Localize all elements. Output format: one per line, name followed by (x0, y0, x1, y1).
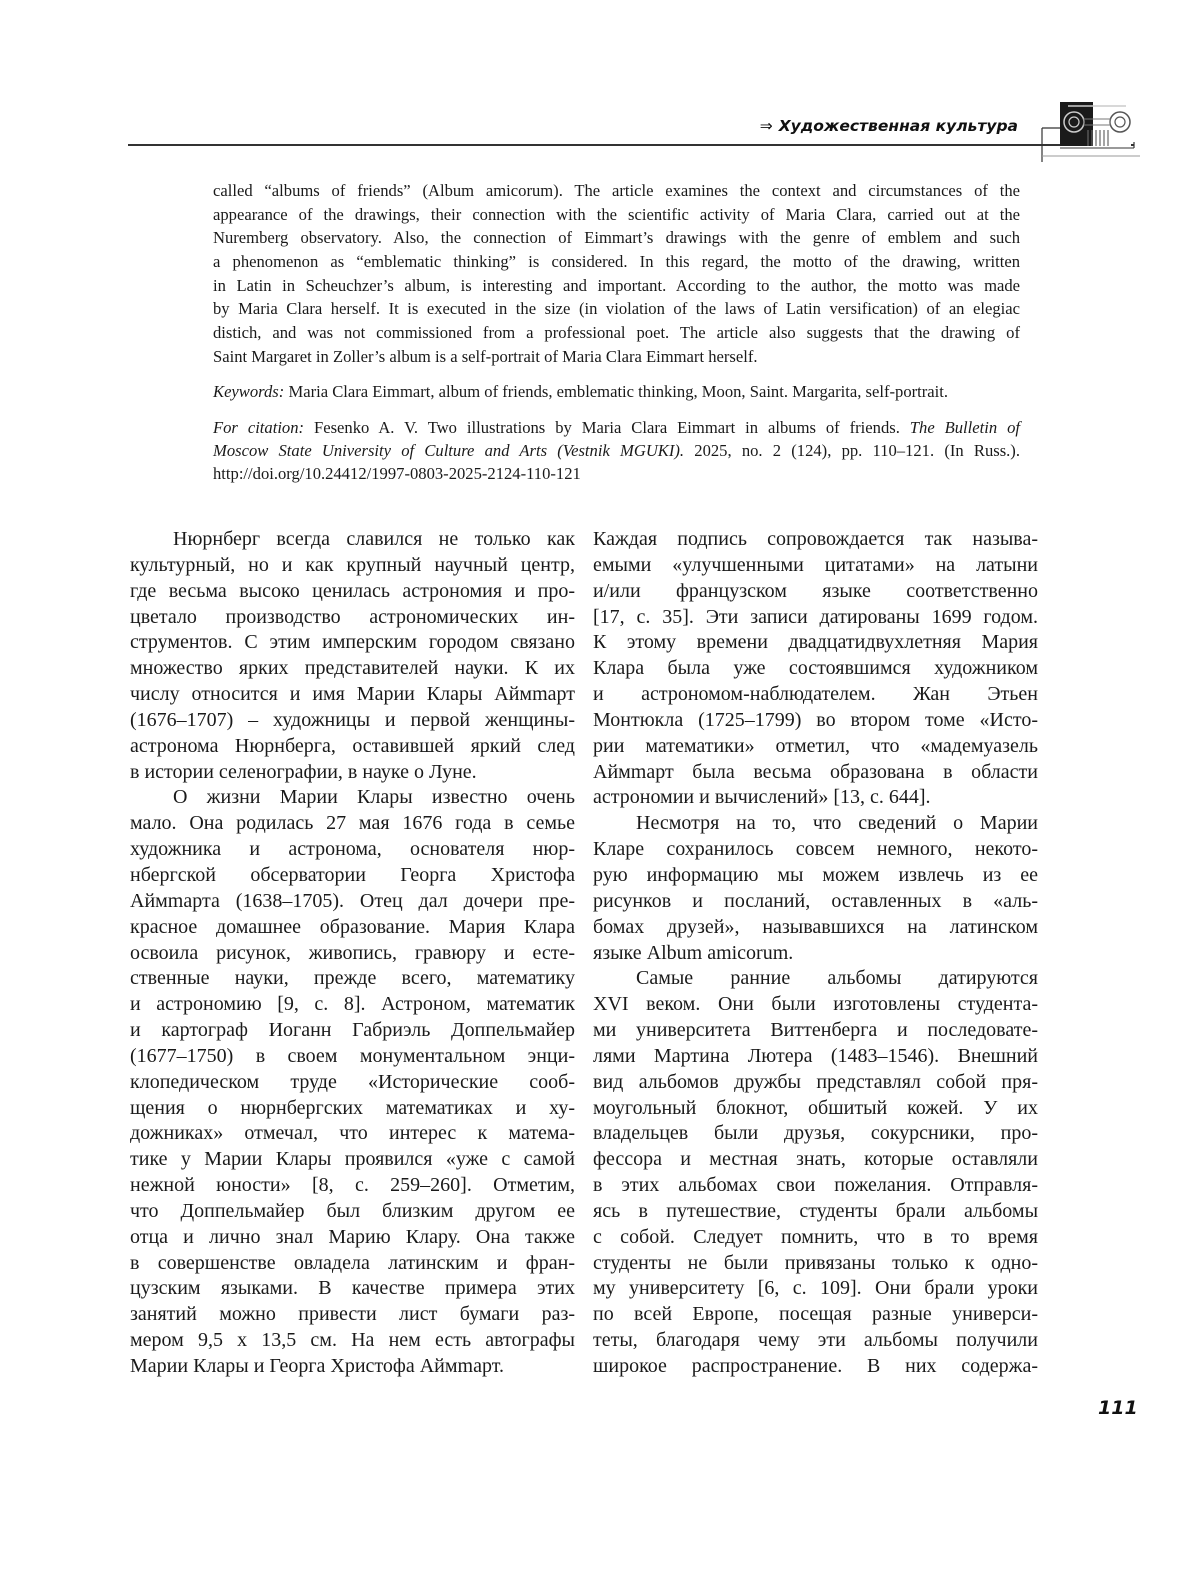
text-line: Аймmарт была весьма образована в области (593, 760, 1038, 783)
text-line: мером 9,5 х 13,5 см. На нем есть автографы (130, 1329, 575, 1352)
abstract-line: Saint Margaret in Zoller’s album is a self-portrait of Maria Clara Eimmart herself. (213, 346, 758, 366)
text-line: в совершенстве овладела латинским и фран- (130, 1251, 575, 1274)
text-line: в истории селенографии, в науке о Луне. (130, 760, 477, 783)
text-line: XVI веком. Они были изготовлены студента- (593, 993, 1038, 1016)
text-line: Нюрнберг всегда славился не только как (173, 528, 575, 550)
text-line: с собой. Следует помнить, что в то время (593, 1225, 1038, 1248)
text-line: О жизни Марии Клары известно очень (173, 786, 575, 809)
text-line: бомах друзей», называвшихся на латинском (593, 915, 1038, 938)
text-line: Марии Клары и Георга Христофа Аймmарт. (130, 1355, 504, 1377)
text-line: Кларе сохранилось совсем немного, некото- (593, 838, 1038, 861)
text-line: К этому времени двадцатидвухлетняя Мария (593, 631, 1038, 654)
text-line: вид альбомов дружбы представлял собой пря- (593, 1070, 1038, 1093)
keywords-label: Keywords: (213, 382, 285, 401)
text-line: Несмотря на то, что сведений о Марии (636, 812, 1038, 835)
text-line: красное домашнее образование. Мария Клара (130, 915, 575, 938)
text-line: Клара была уже состоявшимся художником (593, 657, 1038, 680)
header-rule (128, 144, 1134, 146)
ionic-column-capital-icon (1040, 92, 1140, 162)
text-line: дожниках» отмечал, что интерес к матема- (130, 1122, 575, 1145)
citation-label: For citation: (213, 418, 305, 437)
text-line: владельцев были друзья, сокурсники, про- (593, 1122, 1038, 1145)
text-line: цветало производство астрономических ин- (130, 605, 575, 628)
text-line: и астрономом-наблюдателем. Жан Этьен (593, 683, 1038, 706)
text-line: му университету [6, с. 109]. Они брали уроки (593, 1277, 1038, 1300)
text-line: астронома Нюрнберга, оставившей яркий след (130, 734, 575, 757)
text-line: емыми «улучшенными цитатами» на латыни (593, 553, 1038, 576)
abstract-english (213, 179, 1020, 369)
text-line: астрономии и вычислений» [13, с. 644]. (593, 786, 931, 809)
text-line: моугольный блокнот, обшитый кожей. У их (593, 1096, 1038, 1119)
text-line: языке Album amicorum. (593, 941, 794, 964)
text-line: теты, благодаря чему эти альбомы получили (593, 1329, 1038, 1352)
text-line: где весьма высоко ценилась астрономия и про- (130, 579, 575, 602)
citation-journal: Moscow State University of Culture and Arts (Vestnik MGUKI). (213, 441, 685, 460)
text-line: в этих альбомах свои пожелания. Отправля- (593, 1174, 1038, 1197)
text-line: рую информацию мы можем извлечь из ее (593, 863, 1038, 886)
text-line: широкое распространение. В них содержа- (593, 1355, 1038, 1377)
text-line: Монтюкла (1725–1799) во втором томе «Исто- (593, 708, 1038, 731)
keywords-text: Maria Clara Eimmart, album of friends, emblematic thinking, Moon, Saint. Margarita, self-portrait. (284, 382, 949, 401)
text-line: (1676–1707) – художницы и первой женщины- (130, 708, 575, 731)
text-line: цузским языками. В качестве примера этих (130, 1277, 575, 1300)
text-line: струментов. С этим имперским городом связано (130, 631, 575, 654)
text-line: что Доппельмайер был близким другом ее (130, 1199, 575, 1222)
text-line: рии математики» отметил, что «мадемуазель (593, 734, 1038, 757)
text-line: студенты не были привязаны только к одно- (593, 1251, 1038, 1274)
text-line: освоила рисунок, живопись, гравюру и есте- (130, 941, 575, 964)
section-title (760, 117, 1018, 135)
text-line: ясь в путешествие, студенты брали альбомы (593, 1199, 1038, 1222)
paragraph (130, 785, 575, 1379)
text-line: и астрономию [9, с. 8]. Астроном, математик (130, 993, 575, 1016)
text-line: Самые ранние альбомы датируются (636, 967, 1038, 990)
citation-journal: The Bulletin of (909, 418, 1021, 437)
text-line: рисунков и посланий, оставленных в «аль- (593, 889, 1038, 912)
text-line: нежной юности» [8, с. 259–260]. Отметим, (130, 1174, 575, 1197)
text-line: отца и лично знал Марию Клару. Она также (130, 1225, 575, 1248)
text-line: мало. Она родилась 27 мая 1676 года в семье (130, 812, 575, 835)
text-line: щения о нюрнбергских математиках и ху- (130, 1096, 575, 1119)
paragraph (593, 966, 1038, 1380)
text-line: [17, с. 35]. Эти записи датированы 1699 годом. (593, 605, 1038, 628)
text-line: культурный, но и как крупный научный центр, (130, 553, 575, 576)
body-column-left (130, 527, 575, 1380)
text-line: по всей Европе, посещая разные универси- (593, 1303, 1038, 1326)
abstract-line: appearance of the drawings, their connection with the scientific activity of Maria Clara, carried out at the (213, 204, 1020, 224)
paragraph (130, 527, 575, 785)
paragraph (593, 527, 1038, 811)
abstract-line: in Latin in Scheuchzer’s album, is interesting and important. According to the author, the motto was made (213, 275, 1020, 295)
text-line: Аймmарта (1638–1705). Отец дал дочери пре- (130, 889, 575, 912)
text-line: лями Мартина Лютера (1483–1546). Внешний (593, 1044, 1038, 1067)
abstract-line: a phenomenon as “emblematic thinking” is considered. In this regard, the motto of the drawing, written (213, 252, 1020, 272)
keywords (213, 382, 948, 402)
text-line: и картограф Иоганн Габриэль Доппельмайер (130, 1019, 575, 1042)
double-arrow-right-icon: ⇒ (759, 117, 773, 135)
abstract-line: distich, and was not commissioned from a professional poet. The article also suggests that the drawing of (213, 323, 1020, 343)
text-line: ственные науки, прежде всего, математику (130, 967, 575, 990)
abstract-line: called “albums of friends” (Album amicorum). The article examines the context and circumstances of the (213, 181, 1020, 200)
text-line: тике у Марии Клары проявился «уже с самой (130, 1148, 575, 1171)
body-column-right (593, 527, 1038, 1380)
text-line: множество ярких представителей науки. К их (130, 657, 575, 680)
text-line: художника и астронома, основателя нюр- (130, 838, 575, 861)
text-line: и/или французском языке соответственно (593, 579, 1038, 602)
text-line: клопедическом труде «Исторические сооб- (130, 1070, 575, 1093)
abstract-line: Nuremberg observatory. Also, the connection of Eimmart’s drawings with the genre of emblem and such (213, 228, 1020, 248)
text-line: ми университета Виттенберга и последовате- (593, 1019, 1038, 1042)
citation-text: 2025, no. 2 (124), pp. 110–121. (In Russ.). (684, 441, 1020, 460)
text-line: фессора и местная знать, которые оставляли (593, 1148, 1038, 1171)
text-line: Каждая подпись сопровождается так называ- (593, 528, 1038, 550)
citation (213, 416, 1020, 485)
paragraph (593, 811, 1038, 966)
section-title-text: Художественная культура (778, 117, 1018, 135)
page-number: 111 (1098, 1397, 1138, 1419)
text-line: нбергской обсерватории Георга Христофа (130, 863, 575, 886)
text-line: занятий можно привести лист бумаги раз- (130, 1303, 575, 1326)
text-line: (1677–1750) в своем монументальном энци- (130, 1044, 575, 1067)
text-line: числу относится и имя Марии Клары Аймmарт (130, 683, 575, 706)
citation-text: Fesenko A. V. Two illustrations by Maria Clara Eimmart in albums of friends. (304, 418, 910, 437)
abstract-line: by Maria Clara herself. It is executed in the size (in violation of the laws of Latin versification) of an elegiac (213, 299, 1020, 319)
citation-doi-link[interactable]: http://doi.org/10.24412/1997-0803-2025-2124-110-121 (213, 464, 581, 483)
